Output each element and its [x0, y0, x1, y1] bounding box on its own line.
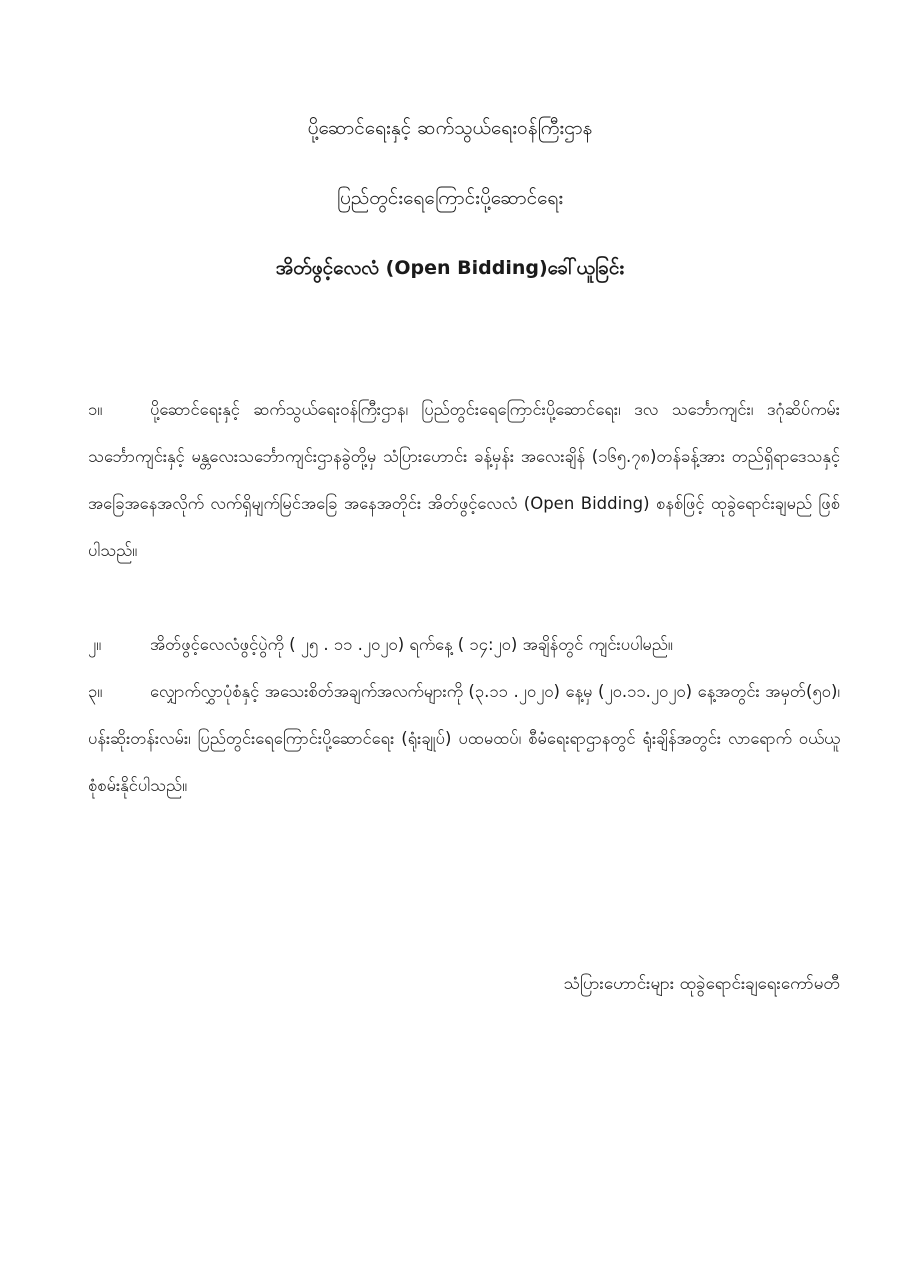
committee-signature: သံပြားဟောင်းများ ထုခွဲရောင်းချရေးကော်မတီ [563, 974, 840, 994]
paragraph-text: လျှောက်လွှာပုံစံနှင့် အသေးစိတ်အချက်အလက်များကို (၃.၁၁ .၂၀၂၀) နေ့မှ (၂၀.၁၁.၂၀၂၀) နေ့အတွင်း အမှတ်(၅၀)၊ ပန်းဆိုးတန်းလမ်း၊ ပြည်တွင်းရေကြောင်းပို့ဆောင်ရေး (ရုံးချုပ်) ပထမထပ်၊ စီမံရေးရာဌာနတွင် ရုံးချိန်အတွင်း လာရောက် ဝယ်ယူစုံစမ်းနိုင်ပါသည်။ [88, 682, 840, 795]
ministry-heading: ပို့ဆောင်ရေးနှင့် ဆက်သွယ်ရေးဝန်ကြီးဌာန [307, 117, 593, 139]
paragraph-number: ၂။ [88, 635, 102, 654]
paragraph-3 [88, 668, 840, 809]
paragraph-text: ပို့ဆောင်ရေးနှင့် ဆက်သွယ်ရေးဝန်ကြီးဌာန၊ ပြည်တွင်းရေကြောင်းပို့ဆောင်ရေး၊ ဒလ သင်္ဘောကျင်း၊ ဒဂုံဆိပ်ကမ်းသင်္ဘောကျင်းနှင့် မန္တလေးသင်္ဘောကျင်းဌာနခွဲတို့မှ သံပြားဟောင်း ခန့်မှန်း အလေးချိန် (၁၆၅.၇၈)တန်ခန့်အား တည်ရှိရာဒေသနှင့် အခြေအနေအလိုက် လက်ရှိမျက်မြင်အခြေ အနေအတိုင်း အိတ်ဖွင့်လေလံ (Open Bidding) စနစ်ဖြင့် ထုခွဲရောင်းချမည် ဖြစ်ပါသည်။ [88, 400, 840, 560]
paragraph-text: အိတ်ဖွင့်လေလံဖွင့်ပွဲကို ( ၂၅ . ၁၁ .၂၀၂၀) ရက်နေ့ ( ၁၄:၂၀) အချိန်တွင် ကျင်းပပါမည်။ [150, 635, 673, 654]
notice-title: အိတ်ဖွင့်လေလံ (Open Bidding)ခေါ်ယူခြင်း [275, 257, 625, 279]
paragraph-2 [88, 621, 840, 668]
paragraph-number: ၃။ [88, 682, 103, 701]
paragraph-number: ၁။ [88, 400, 103, 419]
paragraph-1 [88, 386, 840, 574]
department-heading: ပြည်တွင်းရေကြောင်းပို့ဆောင်ရေး [336, 187, 564, 209]
